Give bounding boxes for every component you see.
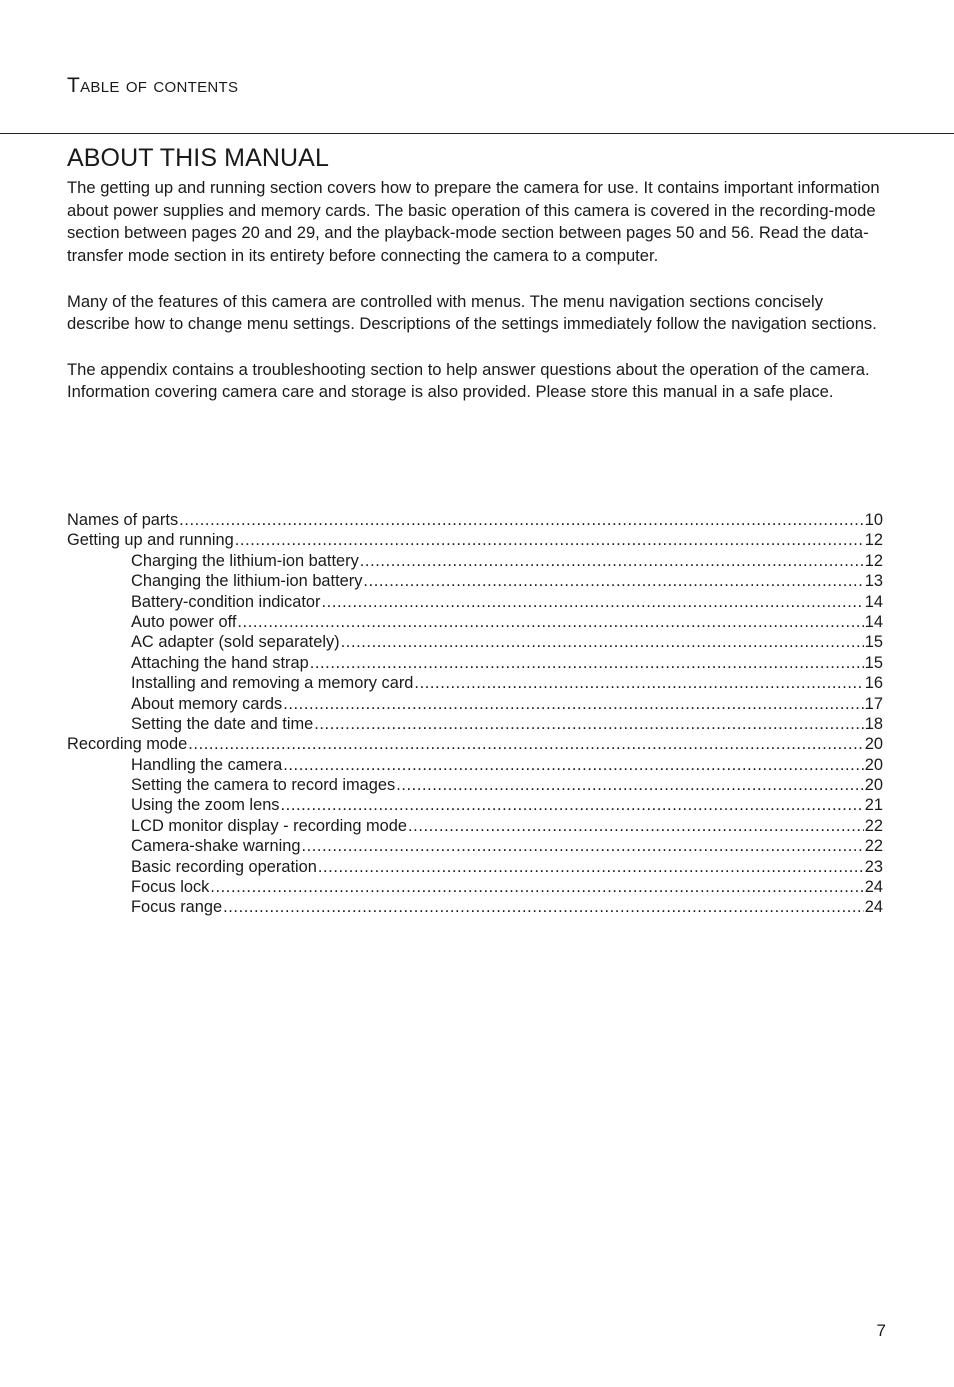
toc-entry-label: About memory cards bbox=[131, 694, 283, 713]
toc-entry-page: 13 bbox=[864, 572, 883, 591]
toc-entry-label: Getting up and running bbox=[67, 531, 234, 550]
toc-entry-page: 14 bbox=[864, 592, 883, 611]
toc-entry-page: 23 bbox=[864, 857, 883, 876]
toc-entry-label: Focus lock bbox=[131, 878, 210, 897]
toc-dot-leader bbox=[341, 632, 864, 652]
toc-entry[interactable] bbox=[67, 530, 883, 550]
toc-entry-label: Attaching the hand strap bbox=[131, 653, 309, 672]
toc-dot-leader bbox=[414, 673, 863, 693]
toc-dot-leader bbox=[310, 653, 864, 673]
toc-entry-label: Setting the date and time bbox=[131, 714, 314, 733]
toc-dot-leader bbox=[360, 551, 864, 571]
toc-entry-page: 20 bbox=[864, 776, 883, 795]
toc-entry-label: Using the zoom lens bbox=[131, 796, 280, 815]
page-header-title: Table of contents bbox=[67, 74, 239, 97]
toc-entry-page: 24 bbox=[864, 878, 883, 897]
toc-dot-leader bbox=[188, 734, 864, 754]
toc-entry-label: Names of parts bbox=[67, 511, 179, 529]
toc-dot-leader bbox=[363, 571, 863, 591]
toc-entry-label: Installing and removing a memory card bbox=[131, 674, 414, 693]
toc-entry-page: 12 bbox=[864, 551, 883, 570]
toc-entry-page: 22 bbox=[864, 837, 883, 856]
toc-entry[interactable] bbox=[67, 571, 883, 591]
toc-entry-label: LCD monitor display - recording mode bbox=[131, 816, 408, 835]
toc-entry-page: 20 bbox=[864, 735, 883, 754]
toc-entry[interactable] bbox=[67, 755, 883, 775]
toc-dot-leader bbox=[396, 775, 864, 795]
toc-entry-page: 24 bbox=[864, 898, 883, 917]
toc-entry[interactable] bbox=[67, 836, 883, 856]
toc-entry[interactable] bbox=[67, 510, 883, 530]
toc-dot-leader bbox=[210, 877, 863, 897]
toc-dot-leader bbox=[237, 612, 863, 632]
toc-entry[interactable] bbox=[67, 795, 883, 815]
toc-dot-leader bbox=[281, 795, 864, 815]
toc-dot-leader bbox=[408, 816, 864, 836]
toc-dot-leader bbox=[301, 836, 863, 856]
intro-text bbox=[67, 177, 887, 427]
toc-entry-page: 15 bbox=[864, 633, 883, 652]
toc-entry-label: Battery-condition indicator bbox=[131, 592, 321, 611]
toc-entry-page: 14 bbox=[864, 612, 883, 631]
toc-entry-label: Camera-shake warning bbox=[131, 837, 301, 856]
toc-entry[interactable] bbox=[67, 897, 883, 917]
toc-dot-leader bbox=[179, 510, 864, 530]
toc-entry[interactable] bbox=[67, 653, 883, 673]
toc-dot-leader bbox=[318, 857, 864, 877]
toc-entry-page: 22 bbox=[864, 816, 883, 835]
toc-entry[interactable] bbox=[67, 673, 883, 693]
toc-entry-page: 18 bbox=[864, 714, 883, 733]
toc-entry-label: Basic recording operation bbox=[131, 857, 317, 876]
intro-paragraph: The getting up and running section covers how to prepare the camera for use. It contains important information about power supplies and memory cards. The basic operation of this camera is covered in the recording-mode section between pages 20 and 29, and the playback-mode section between pages 50 and 56. Read the data-transfer mode section in its entirety before connecting the camera to a computer. bbox=[67, 178, 880, 266]
toc-entry-label: Handling the camera bbox=[131, 755, 283, 774]
toc-dot-leader bbox=[283, 694, 864, 714]
toc-entry-page: 12 bbox=[864, 531, 883, 550]
toc-dot-leader bbox=[223, 897, 864, 917]
toc-entry[interactable] bbox=[67, 551, 883, 571]
toc-entry[interactable] bbox=[67, 612, 883, 632]
toc-entry-page: 15 bbox=[864, 653, 883, 672]
toc-entry[interactable] bbox=[67, 632, 883, 652]
toc-dot-leader bbox=[283, 755, 864, 775]
toc-dot-leader bbox=[322, 592, 864, 612]
toc-entry[interactable] bbox=[67, 877, 883, 897]
toc-entry-label: Recording mode bbox=[67, 735, 188, 754]
toc-entry-label: Focus range bbox=[131, 898, 223, 917]
intro-paragraph: The appendix contains a troubleshooting section to help answer questions about the operation of the camera. Information covering camera care and storage is also provided. Please store this manual in a safe place. bbox=[67, 359, 870, 402]
toc-entry-label: Setting the camera to record images bbox=[131, 776, 396, 795]
toc-entry[interactable] bbox=[67, 816, 883, 836]
toc-entry-label: AC adapter (sold separately) bbox=[131, 633, 340, 652]
toc-entry[interactable] bbox=[67, 592, 883, 612]
toc-entry-label: Charging the lithium-ion battery bbox=[131, 551, 359, 570]
intro-paragraph: Many of the features of this camera are controlled with menus. The menu navigation sections concisely describe how to change menu settings. Descriptions of the settings immediately follow the navigation sections. bbox=[67, 291, 877, 334]
toc-entry[interactable] bbox=[67, 714, 883, 734]
toc-entry-page: 17 bbox=[864, 694, 883, 713]
toc-entry-page: 10 bbox=[864, 511, 883, 529]
toc-entry-page: 20 bbox=[864, 755, 883, 774]
table-of-contents bbox=[67, 510, 883, 918]
toc-entry-label: Changing the lithium-ion battery bbox=[131, 572, 363, 591]
section-title: ABOUT THIS MANUAL bbox=[67, 144, 329, 172]
toc-dot-leader bbox=[314, 714, 864, 734]
toc-entry-page: 21 bbox=[864, 796, 883, 815]
toc-entry[interactable] bbox=[67, 734, 883, 754]
toc-entry[interactable] bbox=[67, 775, 883, 795]
toc-entry-label: Auto power off bbox=[131, 612, 237, 631]
header-divider bbox=[0, 133, 954, 134]
page-number: 7 bbox=[876, 1321, 886, 1340]
toc-entry[interactable] bbox=[67, 857, 883, 877]
toc-entry[interactable] bbox=[67, 694, 883, 714]
toc-entry-page: 16 bbox=[864, 674, 883, 693]
toc-dot-leader bbox=[235, 530, 864, 550]
